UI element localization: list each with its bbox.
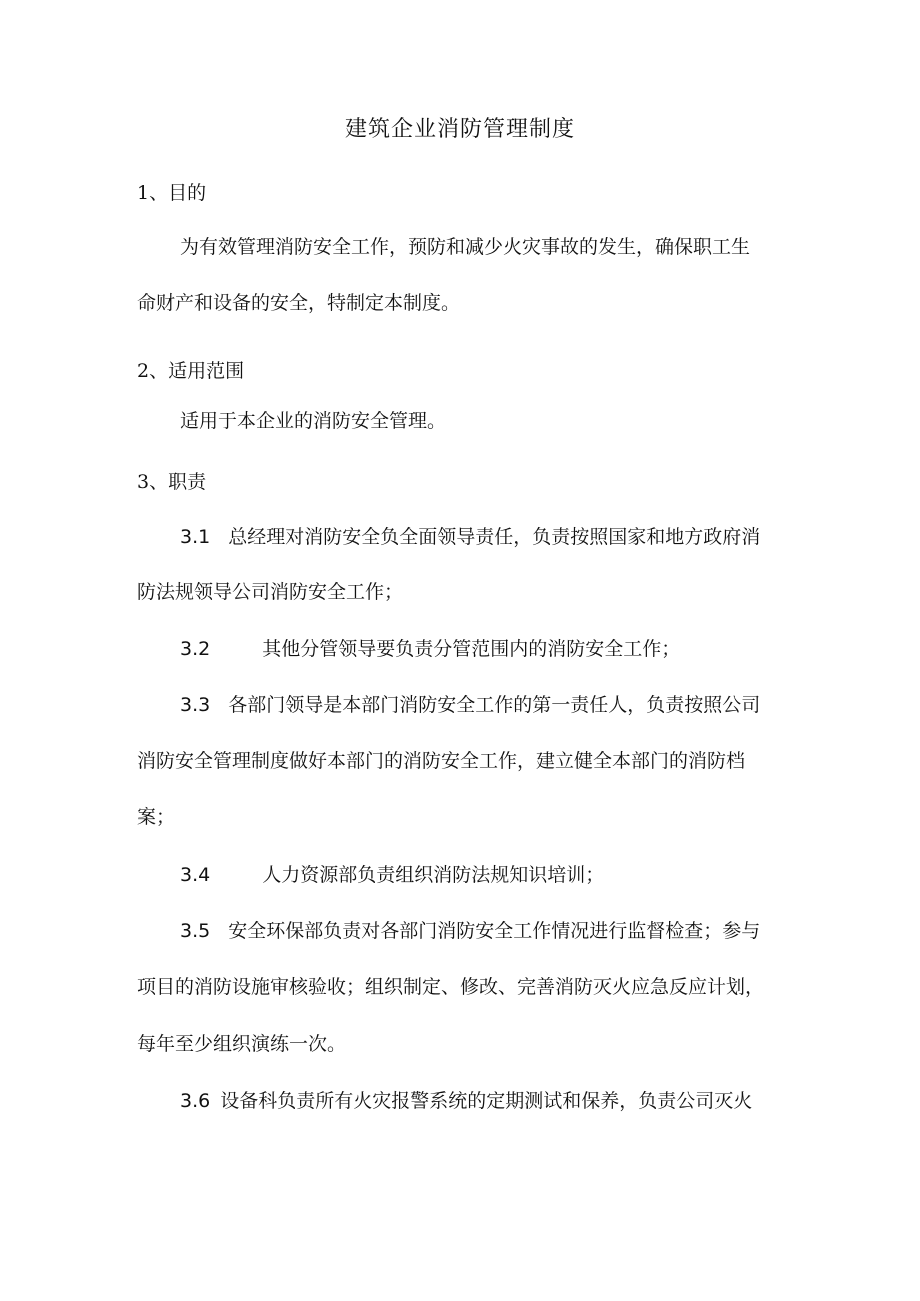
clause-3-3-line-3: 案； xyxy=(137,806,176,828)
clause-3-3-line-2: 消防安全管理制度做好本部门的消防安全工作，建立健全本部门的消防档 xyxy=(137,750,746,772)
section-1-line-2: 命财产和设备的安全，特制定本制度。 xyxy=(137,292,461,314)
clause-text: 设备科负责所有火灾报警系统的定期测试和保养，负责公司灭火 xyxy=(220,1090,753,1112)
clause-3-1-line-1 xyxy=(180,522,760,549)
clause-3-6-line-1 xyxy=(180,1086,752,1113)
clause-3-4-line-1 xyxy=(180,860,604,887)
clause-3-3-line-1 xyxy=(180,690,760,717)
clause-text: 各部门领导是本部门消防安全工作的第一责任人，负责按照公司 xyxy=(228,694,761,716)
clause-number: 3.4 xyxy=(180,864,211,886)
section-3-heading: 3、职责 xyxy=(137,471,207,493)
section-1-heading: 1、目的 xyxy=(137,182,207,204)
clause-3-5-line-3: 每年至少组织演练一次。 xyxy=(137,1033,347,1055)
clause-3-5-line-2: 项目的消防设施审核验收；组织制定、修改、完善消防灭火应急反应计划， xyxy=(137,976,765,998)
section-1-line-1: 为有效管理消防安全工作，预防和减少火灾事故的发生，确保职工生 xyxy=(180,236,751,258)
clause-3-2-line-1 xyxy=(180,634,680,661)
clause-number: 3.3 xyxy=(180,694,211,716)
clause-text: 其他分管领导要负责分管范围内的消防安全工作； xyxy=(262,638,681,660)
document-title: 建筑企业消防管理制度 xyxy=(344,117,575,142)
clause-number: 3.2 xyxy=(180,638,211,660)
section-2-line-1: 适用于本企业的消防安全管理。 xyxy=(180,410,447,432)
clause-3-1-line-2: 防法规领导公司消防安全工作； xyxy=(137,581,404,603)
clause-text: 人力资源部负责组织消防法规知识培训； xyxy=(262,864,605,886)
clause-number: 3.6 xyxy=(180,1090,211,1112)
section-2-heading: 2、适用范围 xyxy=(137,360,245,382)
clause-3-5-line-1 xyxy=(180,916,760,943)
clause-text: 总经理对消防安全负全面领导责任，负责按照国家和地方政府消 xyxy=(228,526,761,548)
clause-number: 3.1 xyxy=(180,526,211,548)
clause-text: 安全环保部负责对各部门消防安全工作情况进行监督检查；参与 xyxy=(228,920,761,942)
clause-number: 3.5 xyxy=(180,920,211,942)
